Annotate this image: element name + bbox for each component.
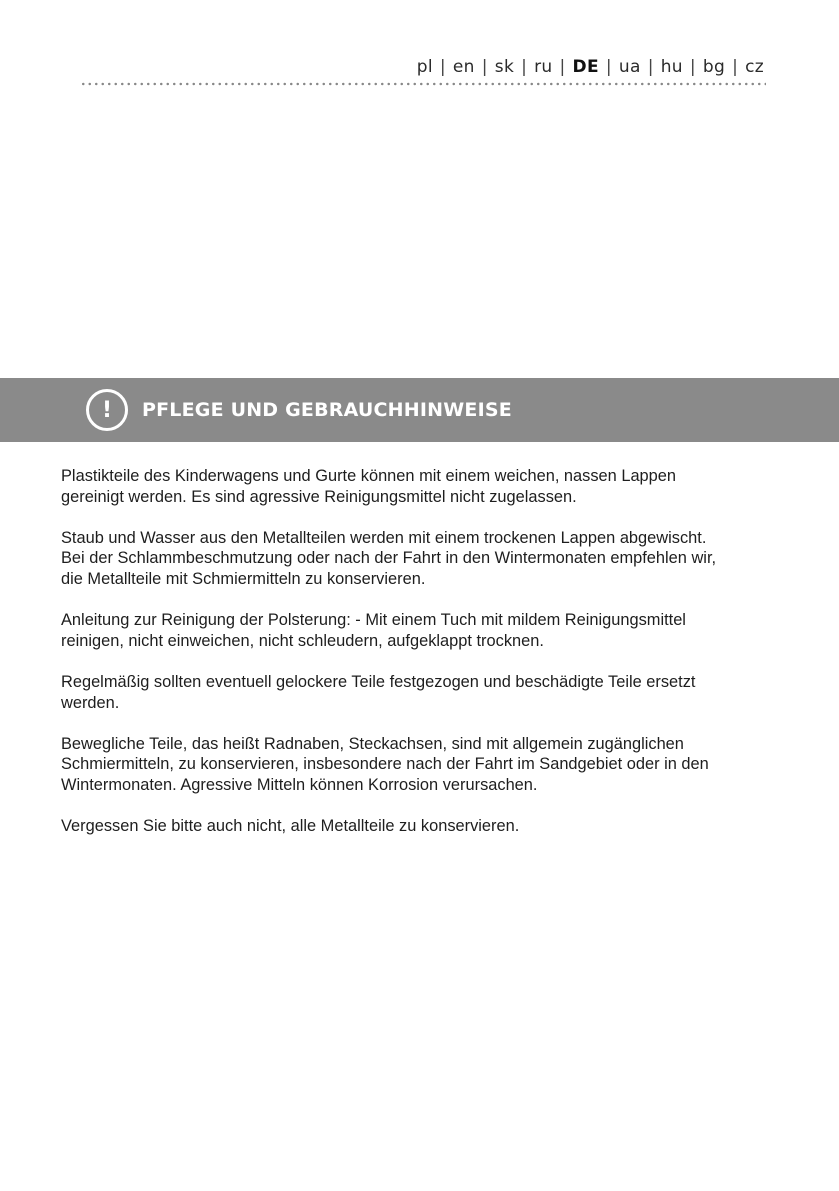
lang-de-active[interactable]: DE — [572, 57, 599, 77]
lang-ua[interactable]: ua — [618, 57, 641, 77]
text-line: Bei der Schlammbeschmutzung oder nach der Fahrt in den Wintermonaten empfehlen wir, — [61, 549, 717, 568]
paragraph-metal-parts — [61, 528, 791, 590]
paragraph-reminder — [61, 816, 791, 837]
lang-separator: | — [481, 57, 488, 77]
lang-separator: | — [439, 57, 446, 77]
lang-separator: | — [732, 57, 739, 77]
lang-separator: | — [559, 57, 566, 77]
text-line: Plastikteile des Kinderwagens und Gurte können mit einem weichen, nassen Lappen — [61, 467, 677, 485]
text-line: werden. — [61, 693, 120, 712]
text-line: reinigen, nicht einweichen, nicht schleudern, aufgeklappt trocknen. — [61, 631, 544, 650]
section-banner — [0, 378, 839, 442]
section-title: PFLEGE UND GEBRAUCHHINWEISE — [142, 399, 512, 421]
lang-sk[interactable]: sk — [494, 57, 515, 77]
lang-separator: | — [689, 57, 696, 77]
lang-bg[interactable]: bg — [702, 57, 726, 77]
paragraph-moving-parts — [61, 734, 791, 796]
text-line: Wintermonaten. Agressive Mitteln können Korrosion verursachen. — [61, 775, 538, 794]
paragraph-plastic-parts — [61, 466, 791, 507]
text-line: Schmiermitteln, zu konservieren, insbesondere nach der Fahrt im Sandgebiet oder in den — [61, 755, 709, 774]
paragraph-upholstery — [61, 610, 791, 651]
text-line: Regelmäßig sollten eventuell gelockere Teile festgezogen und beschädigte Teile ersetzt — [61, 672, 696, 691]
care-instructions — [61, 466, 791, 857]
lang-separator: | — [647, 57, 654, 77]
lang-separator: | — [605, 57, 612, 77]
lang-en[interactable]: en — [452, 57, 475, 77]
text-line: Vergessen Sie bitte auch nicht, alle Metallteile zu konservieren. — [61, 817, 520, 836]
text-line: die Metallteile mit Schmiermitteln zu konservieren. — [61, 569, 426, 588]
lang-separator: | — [521, 57, 528, 77]
lang-pl[interactable]: pl — [416, 57, 433, 77]
language-nav — [417, 57, 764, 77]
lang-hu[interactable]: hu — [660, 57, 683, 77]
text-line: Bewegliche Teile, das heißt Radnaben, Steckachsen, sind mit allgemein zugänglichen — [61, 734, 684, 753]
text-line: Staub und Wasser aus den Metallteilen werden mit einem trockenen Lappen abgewischt. — [61, 528, 707, 547]
lang-cz[interactable]: cz — [745, 57, 764, 77]
lang-ru[interactable]: ru — [534, 57, 553, 77]
text-line: Anleitung zur Reinigung der Polsterung: - Mit einem Tuch mit mildem Reinigungsmittel — [61, 611, 686, 630]
paragraph-loose-parts — [61, 672, 791, 713]
dotted-divider — [80, 82, 766, 86]
exclamation-circle-icon: ! — [86, 389, 128, 431]
text-line: gereinigt werden. Es sind agressive Reinigungsmittel nicht zugelassen. — [61, 487, 577, 506]
